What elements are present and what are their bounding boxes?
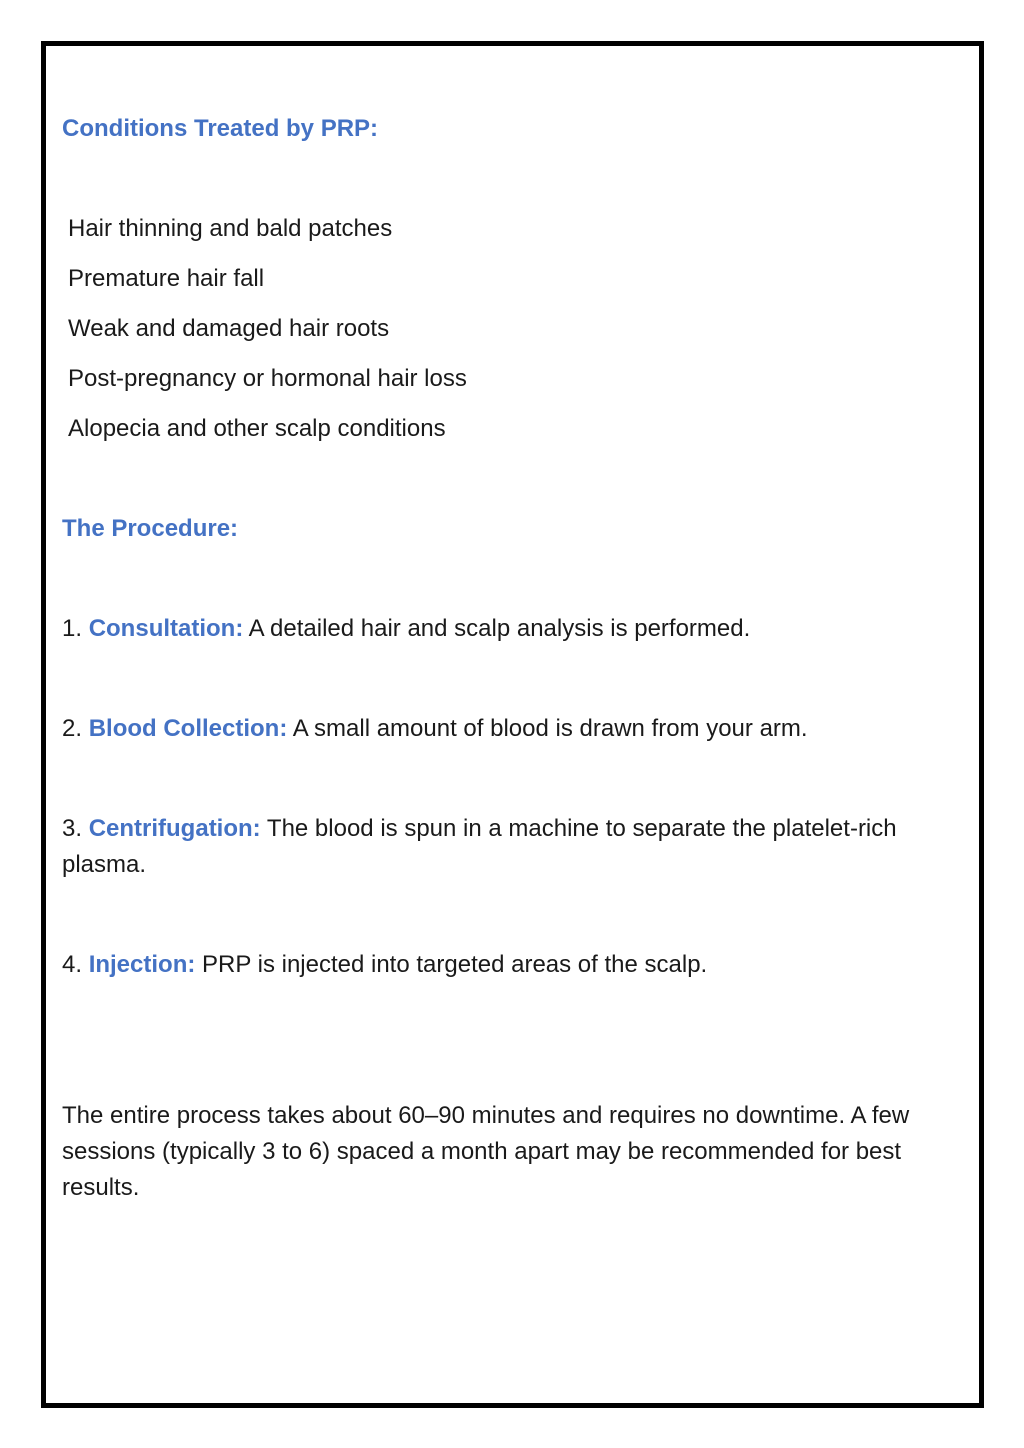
step-text: The blood is spun in a machine to separate the platelet-rich plasma. xyxy=(62,815,897,878)
condition-item: Alopecia and other scalp conditions xyxy=(68,415,446,442)
step-title: Blood Collection: xyxy=(88,715,288,742)
closing-paragraph: The entire process takes about 60–90 minutes and requires no downtime. A few sessions (typically 3 to 6) spaced a month apart may be recommended for best results. xyxy=(62,1102,910,1201)
step-title: Centrifugation: xyxy=(88,815,261,842)
procedure-step-blood-collection xyxy=(62,711,962,747)
step-number: 3. xyxy=(62,815,83,842)
step-number: 2. xyxy=(62,715,83,742)
step-text: PRP is injected into targeted areas of the scalp. xyxy=(202,951,708,978)
step-number: 1. xyxy=(62,615,83,642)
condition-item: Hair thinning and bald patches xyxy=(68,215,393,242)
procedure-step-centrifugation xyxy=(62,811,962,883)
condition-item: Weak and damaged hair roots xyxy=(68,315,390,342)
step-text: A detailed hair and scalp analysis is performed. xyxy=(248,615,751,642)
step-text: A small amount of blood is drawn from your arm. xyxy=(292,715,808,742)
step-title: Consultation: xyxy=(88,615,244,642)
condition-item: Premature hair fall xyxy=(68,265,265,292)
conditions-heading: Conditions Treated by PRP: xyxy=(62,115,379,142)
procedure-step-consultation xyxy=(62,611,962,647)
step-number: 4. xyxy=(62,951,83,978)
condition-item: Post-pregnancy or hormonal hair loss xyxy=(68,365,467,392)
procedure-step-injection xyxy=(62,947,962,983)
procedure-heading: The Procedure: xyxy=(62,515,239,542)
step-title: Injection: xyxy=(88,951,196,978)
